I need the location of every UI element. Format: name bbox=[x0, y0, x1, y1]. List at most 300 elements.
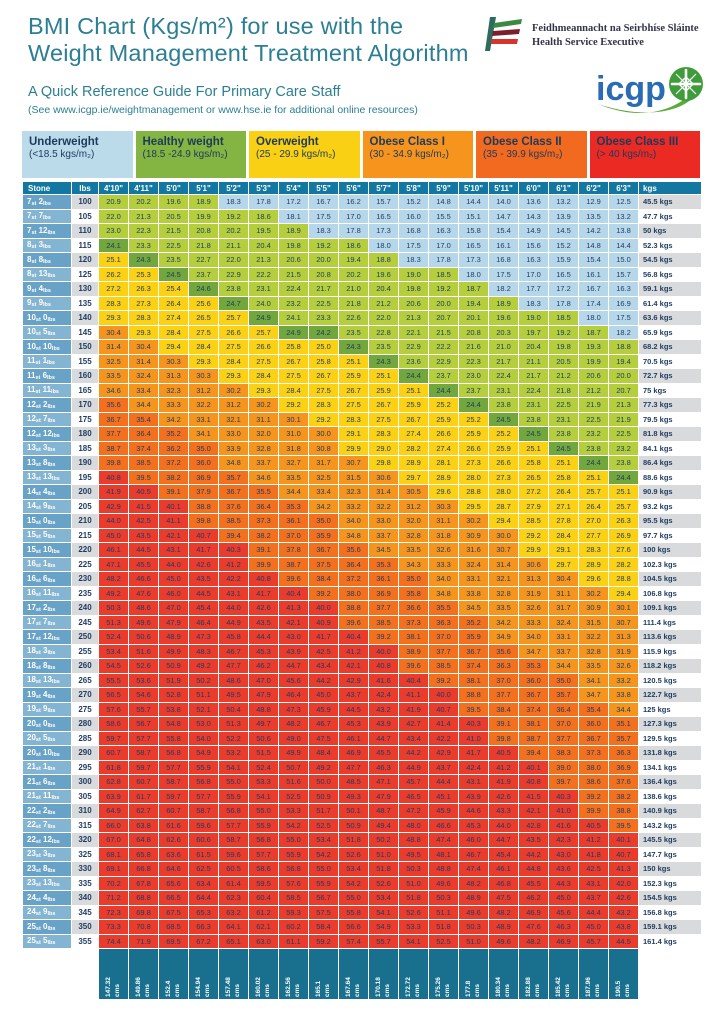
stone-unit: st bbox=[35, 360, 41, 367]
bmi-cell: 32.4 bbox=[549, 616, 578, 630]
height-cms-unit: cms bbox=[113, 983, 121, 997]
lbs-value: 130 bbox=[72, 282, 98, 296]
bmi-cell: 55.8 bbox=[159, 732, 188, 746]
bmi-cell: 25.1 bbox=[399, 384, 428, 398]
stone-value: 9 bbox=[27, 298, 32, 308]
bmi-cell: 25.9 bbox=[459, 427, 488, 441]
bmi-cell: 40.7 bbox=[609, 848, 638, 862]
bmi-cell: 38.5 bbox=[369, 616, 398, 630]
height-cms-value: 190.5 bbox=[614, 980, 622, 997]
bmi-cell: 45.0 bbox=[549, 891, 578, 905]
bmi-cell: 26.4 bbox=[159, 297, 188, 311]
stone-label bbox=[23, 732, 71, 746]
bmi-cell: 41.3 bbox=[609, 862, 638, 876]
stone-value: 16 bbox=[27, 588, 36, 598]
bmi-cell: 65.6 bbox=[159, 877, 188, 891]
bmi-cell: 47.5 bbox=[489, 891, 518, 905]
bmi-cell: 57.7 bbox=[219, 819, 248, 833]
bmi-cell: 31.4 bbox=[99, 340, 128, 354]
lbs-value: 140 bbox=[72, 311, 98, 325]
height-cms-unit: cms bbox=[503, 983, 511, 997]
bmi-cell: 20.1 bbox=[459, 311, 488, 325]
bmi-cell: 47.9 bbox=[369, 790, 398, 804]
stone-lbs-unit: lbs bbox=[43, 258, 51, 265]
bmi-cell: 40.4 bbox=[399, 674, 428, 688]
stone-label bbox=[23, 906, 71, 920]
bmi-cell: 23.1 bbox=[519, 398, 548, 412]
bmi-cell: 34.6 bbox=[99, 384, 128, 398]
weight-row bbox=[23, 384, 701, 398]
stone-lbs-unit: lbs bbox=[47, 418, 56, 425]
bmi-cell: 44.4 bbox=[579, 906, 608, 920]
height-cms-label bbox=[495, 951, 513, 997]
stone-lbs-unit: lbs bbox=[43, 215, 51, 222]
bmi-cell: 52.5 bbox=[279, 790, 308, 804]
stone-lbs-unit: lbs bbox=[51, 679, 60, 686]
bmi-cell: 20.3 bbox=[489, 326, 518, 340]
bmi-cell: 21.5 bbox=[159, 224, 188, 238]
bmi-cell: 21.1 bbox=[219, 239, 248, 253]
bmi-cell: 53.2 bbox=[219, 746, 248, 760]
lbs-value: 315 bbox=[72, 819, 98, 833]
column-header-height: 5'7" bbox=[369, 182, 398, 194]
bmi-cell: 40.1 bbox=[159, 500, 188, 514]
bmi-cell: 64.1 bbox=[219, 920, 248, 934]
bmi-cell: 21.0 bbox=[489, 340, 518, 354]
bmi-cell: 61.4 bbox=[219, 877, 248, 891]
kgs-value: 79.5 kgs bbox=[639, 413, 701, 427]
stone-unit: st bbox=[35, 621, 41, 628]
stone-lbs-value: 13 bbox=[40, 472, 52, 482]
weight-row bbox=[23, 877, 701, 891]
bmi-cell: 42.6 bbox=[249, 601, 278, 615]
bmi-cell: 40.3 bbox=[459, 717, 488, 731]
bmi-cell: 28.3 bbox=[309, 398, 338, 412]
bmi-cell: 46.2 bbox=[249, 659, 278, 673]
bmi-cell: 36.3 bbox=[489, 659, 518, 673]
height-cms-cell bbox=[339, 949, 368, 999]
stone-label bbox=[23, 616, 71, 630]
lbs-value: 320 bbox=[72, 833, 98, 847]
bmi-cell: 42.5 bbox=[309, 645, 338, 659]
stone-value: 18 bbox=[27, 660, 36, 670]
bmi-cell: 48.3 bbox=[189, 645, 218, 659]
page-title bbox=[28, 13, 469, 67]
bmi-cell: 30.1 bbox=[609, 601, 638, 615]
stone-lbs-value: 9 bbox=[40, 907, 48, 917]
stone-unit: st bbox=[35, 316, 41, 323]
bmi-cell: 45.0 bbox=[159, 572, 188, 586]
legend-label: Underweight bbox=[29, 136, 99, 148]
bmi-cell: 40.3 bbox=[549, 790, 578, 804]
bmi-cell: 47.1 bbox=[99, 558, 128, 572]
height-cms-cell bbox=[369, 949, 398, 999]
bmi-cell: 18.3 bbox=[399, 253, 428, 267]
bmi-cell: 59.6 bbox=[189, 819, 218, 833]
bmi-cell: 24.0 bbox=[249, 297, 278, 311]
stone-lbs-unit: lbs bbox=[47, 824, 56, 831]
stone-lbs-unit: lbs bbox=[47, 925, 56, 932]
bmi-cell: 35.2 bbox=[459, 616, 488, 630]
bmi-cell: 48.2 bbox=[99, 572, 128, 586]
height-cms-unit: cms bbox=[353, 983, 361, 997]
bmi-cell: 17.8 bbox=[429, 253, 458, 267]
bmi-cell: 13.8 bbox=[609, 224, 638, 238]
bmi-cell: 27.5 bbox=[279, 369, 308, 383]
stone-lbs-value: 4 bbox=[40, 486, 48, 496]
bmi-cell: 32.2 bbox=[189, 398, 218, 412]
bmi-cell: 25.1 bbox=[99, 253, 128, 267]
bmi-cell: 42.6 bbox=[489, 790, 518, 804]
bmi-cell: 54.2 bbox=[279, 819, 308, 833]
bmi-cell: 43.4 bbox=[309, 659, 338, 673]
weight-row bbox=[23, 862, 701, 876]
bmi-cell: 47.3 bbox=[189, 630, 218, 644]
bmi-cell: 63.6 bbox=[159, 848, 188, 862]
bmi-cell: 17.2 bbox=[279, 195, 308, 209]
icgp-logo-text: icgp bbox=[596, 70, 666, 108]
bmi-cell: 27.5 bbox=[249, 355, 278, 369]
bmi-cell: 29.6 bbox=[429, 485, 458, 499]
height-cms-value: 157.48 bbox=[224, 977, 232, 997]
height-cms-cell bbox=[159, 949, 188, 999]
bmi-cell: 15.2 bbox=[399, 195, 428, 209]
weight-row bbox=[23, 413, 701, 427]
stone-unit: st bbox=[35, 432, 41, 439]
bmi-cell: 22.5 bbox=[549, 398, 578, 412]
stone-lbs-value: 12 bbox=[40, 631, 52, 641]
bmi-cell: 28.3 bbox=[99, 297, 128, 311]
stone-label bbox=[23, 297, 71, 311]
bmi-cell: 37.6 bbox=[609, 775, 638, 789]
bmi-cell: 40.8 bbox=[99, 471, 128, 485]
bmi-cell: 16.7 bbox=[309, 195, 338, 209]
bmi-cell: 13.6 bbox=[519, 195, 548, 209]
bmi-cell: 28.4 bbox=[549, 529, 578, 543]
bmi-cell: 34.8 bbox=[429, 587, 458, 601]
kgs-value: 115.9 kgs bbox=[639, 645, 701, 659]
stone-label bbox=[23, 529, 71, 543]
stone-label bbox=[23, 587, 71, 601]
bmi-cell: 40.0 bbox=[309, 601, 338, 615]
stone-lbs-unit: lbs bbox=[47, 331, 56, 338]
bmi-cell: 34.6 bbox=[249, 471, 278, 485]
bmi-cell: 24.6 bbox=[189, 282, 218, 296]
bmi-cell: 18.6 bbox=[249, 210, 278, 224]
bmi-cell: 19.8 bbox=[549, 340, 578, 354]
stone-unit: st bbox=[35, 389, 41, 396]
bmi-cell: 46.2 bbox=[519, 891, 548, 905]
lbs-value: 245 bbox=[72, 616, 98, 630]
bmi-cell: 46.4 bbox=[189, 616, 218, 630]
stone-unit: st bbox=[35, 838, 41, 845]
bmi-cell: 52.2 bbox=[219, 732, 248, 746]
bmi-cell: 34.1 bbox=[189, 427, 218, 441]
bmi-cell: 28.3 bbox=[129, 311, 158, 325]
stone-unit: st bbox=[35, 519, 41, 526]
bmi-cell: 35.9 bbox=[459, 630, 488, 644]
bmi-cell: 51.5 bbox=[249, 746, 278, 760]
bmi-cell: 51.9 bbox=[159, 674, 188, 688]
bmi-cell: 41.6 bbox=[369, 674, 398, 688]
bmi-cell: 54.1 bbox=[249, 790, 278, 804]
legend-label: Obese Class I bbox=[369, 136, 445, 148]
kgs-value: 118.2 kgs bbox=[639, 659, 701, 673]
bmi-cell: 31.3 bbox=[609, 630, 638, 644]
bmi-cell: 54.1 bbox=[369, 906, 398, 920]
bmi-cell: 37.3 bbox=[249, 514, 278, 528]
stone-lbs-value: 2 bbox=[36, 196, 44, 206]
bmi-cell: 37.4 bbox=[129, 442, 158, 456]
stone-value: 12 bbox=[27, 414, 36, 424]
bmi-cell: 38.0 bbox=[579, 761, 608, 775]
stone-lbs-value: 11 bbox=[40, 791, 52, 801]
bmi-cell: 48.4 bbox=[309, 746, 338, 760]
lbs-value: 255 bbox=[72, 645, 98, 659]
bmi-cell: 37.3 bbox=[579, 746, 608, 760]
stone-value: 13 bbox=[27, 443, 36, 453]
bmi-cell: 61.2 bbox=[249, 906, 278, 920]
bmi-cell: 13.9 bbox=[549, 210, 578, 224]
cms-footer-row bbox=[23, 949, 701, 999]
height-cms-unit: cms bbox=[443, 983, 451, 997]
stone-label bbox=[23, 485, 71, 499]
bmi-cell: 20.8 bbox=[189, 224, 218, 238]
bmi-cell: 39.7 bbox=[549, 775, 578, 789]
bmi-cell: 30.5 bbox=[399, 485, 428, 499]
stone-lbs-value: 8 bbox=[40, 863, 48, 873]
stone-lbs-value: 8 bbox=[40, 660, 48, 670]
stone-label bbox=[23, 862, 71, 876]
bmi-cell: 51.3 bbox=[219, 717, 248, 731]
bmi-cell: 56.8 bbox=[159, 746, 188, 760]
bmi-cell: 38.2 bbox=[249, 529, 278, 543]
bmi-cell: 48.9 bbox=[159, 630, 188, 644]
bmi-cell: 20.9 bbox=[99, 195, 128, 209]
weight-row bbox=[23, 804, 701, 818]
bmi-cell: 46.4 bbox=[279, 688, 308, 702]
bmi-cell: 25.9 bbox=[399, 398, 428, 412]
stone-unit: st bbox=[35, 766, 41, 773]
bmi-cell: 48.8 bbox=[249, 703, 278, 717]
legend-range: (35 - 39.9 kgs/m₂) bbox=[483, 149, 563, 160]
bmi-cell: 54.9 bbox=[369, 920, 398, 934]
stone-lbs-value: 3 bbox=[40, 443, 48, 453]
column-header-height: 5'10" bbox=[459, 182, 488, 194]
bmi-cell: 29.2 bbox=[309, 413, 338, 427]
weight-row bbox=[23, 529, 701, 543]
bmi-cell: 20.2 bbox=[339, 268, 368, 282]
bmi-cell: 24.3 bbox=[339, 340, 368, 354]
page-subtitle: A Quick Reference Guide For Primary Care Staff bbox=[28, 84, 341, 100]
bmi-cell: 26.7 bbox=[369, 398, 398, 412]
bmi-cell: 20.6 bbox=[399, 297, 428, 311]
bmi-cell: 48.2 bbox=[489, 906, 518, 920]
bmi-cell: 28.4 bbox=[249, 369, 278, 383]
bmi-cell: 51.0 bbox=[459, 935, 488, 949]
bmi-cell: 58.4 bbox=[309, 920, 338, 934]
bmi-cell: 47.1 bbox=[369, 775, 398, 789]
bmi-cell: 22.7 bbox=[189, 253, 218, 267]
column-header-height: 5'6" bbox=[339, 182, 368, 194]
bmi-cell: 34.5 bbox=[369, 543, 398, 557]
stone-lbs-value: 6 bbox=[40, 776, 48, 786]
bmi-cell: 21.2 bbox=[549, 369, 578, 383]
bmi-cell: 46.9 bbox=[519, 906, 548, 920]
bmi-cell: 31.3 bbox=[159, 369, 188, 383]
bmi-cell: 64.8 bbox=[129, 833, 158, 847]
kgs-value: 90.9 kgs bbox=[639, 485, 701, 499]
bmi-cell: 39.1 bbox=[489, 717, 518, 731]
kgs-value: 156.8 kgs bbox=[639, 906, 701, 920]
bmi-cell: 21.6 bbox=[459, 340, 488, 354]
stone-value: 21 bbox=[27, 762, 36, 772]
bmi-cell: 12.9 bbox=[579, 195, 608, 209]
bmi-cell: 22.8 bbox=[369, 326, 398, 340]
bmi-cell: 43.9 bbox=[369, 717, 398, 731]
bmi-cell: 18.3 bbox=[219, 195, 248, 209]
bmi-cell: 17.2 bbox=[549, 282, 578, 296]
kgs-value: 77.3 kgs bbox=[639, 398, 701, 412]
kgs-value: 138.6 kgs bbox=[639, 790, 701, 804]
bmi-cell: 54.9 bbox=[189, 746, 218, 760]
bmi-cell: 47.9 bbox=[249, 688, 278, 702]
bmi-cell: 50.1 bbox=[339, 804, 368, 818]
height-cms-unit: cms bbox=[263, 983, 271, 997]
bmi-cell: 25.1 bbox=[369, 369, 398, 383]
bmi-cell: 36.7 bbox=[309, 543, 338, 557]
bmi-cell: 22.4 bbox=[489, 369, 518, 383]
stone-value: 7 bbox=[27, 225, 32, 235]
bmi-cell: 34.7 bbox=[579, 688, 608, 702]
bmi-cell: 27.5 bbox=[339, 398, 368, 412]
bmi-cell: 57.7 bbox=[159, 761, 188, 775]
bmi-cell: 58.7 bbox=[219, 833, 248, 847]
stone-label bbox=[23, 703, 71, 717]
bmi-cell: 19.5 bbox=[249, 224, 278, 238]
bmi-cell: 41.0 bbox=[459, 732, 488, 746]
stone-unit: st bbox=[31, 287, 37, 294]
bmi-cell: 68.1 bbox=[99, 848, 128, 862]
bmi-cell: 49.2 bbox=[99, 587, 128, 601]
kgs-value: 56.8 kgs bbox=[639, 268, 701, 282]
bmi-cell: 51.8 bbox=[369, 862, 398, 876]
bmi-cell: 20.2 bbox=[129, 195, 158, 209]
height-cms-value: 177.8 bbox=[464, 980, 472, 997]
bmi-cell: 35.6 bbox=[99, 398, 128, 412]
bmi-cell: 36.4 bbox=[339, 558, 368, 572]
kgs-value: 47.7 kgs bbox=[639, 210, 701, 224]
kgs-value: 145.5 kgs bbox=[639, 833, 701, 847]
bmi-cell: 21.8 bbox=[549, 384, 578, 398]
bmi-cell: 51.8 bbox=[429, 920, 458, 934]
bmi-cell: 56.8 bbox=[249, 833, 278, 847]
bmi-cell: 26.3 bbox=[609, 514, 638, 528]
bmi-cell: 26.7 bbox=[309, 369, 338, 383]
bmi-cell: 71.9 bbox=[129, 935, 158, 949]
bmi-cell: 18.5 bbox=[549, 311, 578, 325]
bmi-cell: 23.8 bbox=[219, 282, 248, 296]
bmi-cell: 23.5 bbox=[369, 340, 398, 354]
stone-lbs-value: 5 bbox=[40, 733, 48, 743]
bmi-cell: 21.0 bbox=[339, 282, 368, 296]
bmi-cell: 14.9 bbox=[519, 224, 548, 238]
bmi-cell: 31.6 bbox=[459, 543, 488, 557]
stone-unit: st bbox=[35, 751, 41, 758]
stone-lbs-unit: lbs bbox=[47, 534, 56, 541]
bmi-cell: 44.6 bbox=[459, 804, 488, 818]
bmi-cell: 23.8 bbox=[519, 413, 548, 427]
stone-value: 7 bbox=[27, 211, 32, 221]
weight-row bbox=[23, 659, 701, 673]
bmi-cell: 20.0 bbox=[609, 369, 638, 383]
bmi-cell: 24.4 bbox=[459, 398, 488, 412]
kgs-value: 93.2 kgs bbox=[639, 500, 701, 514]
bmi-cell: 28.2 bbox=[609, 558, 638, 572]
stone-unit: st bbox=[35, 925, 41, 932]
stone-value: 18 bbox=[27, 675, 36, 685]
bmi-cell: 65.3 bbox=[189, 906, 218, 920]
bmi-cell: 38.3 bbox=[549, 746, 578, 760]
bmi-cell: 20.2 bbox=[219, 224, 248, 238]
lbs-value: 310 bbox=[72, 804, 98, 818]
bmi-cell: 51.0 bbox=[369, 848, 398, 862]
bmi-cell: 59.7 bbox=[99, 732, 128, 746]
bmi-cell: 19.8 bbox=[279, 239, 308, 253]
bmi-cell: 29.4 bbox=[159, 340, 188, 354]
kgs-value: 88.6 kgs bbox=[639, 471, 701, 485]
height-cms-unit: cms bbox=[323, 983, 331, 997]
bmi-cell: 38.5 bbox=[129, 456, 158, 470]
bmi-cell: 41.6 bbox=[549, 819, 578, 833]
bmi-cell: 50.3 bbox=[399, 862, 428, 876]
weight-row bbox=[23, 195, 701, 209]
bmi-cell: 35.0 bbox=[549, 674, 578, 688]
bmi-cell: 38.1 bbox=[519, 717, 548, 731]
bmi-cell: 53.8 bbox=[159, 703, 188, 717]
bmi-cell: 13.5 bbox=[579, 210, 608, 224]
bmi-cell: 26.7 bbox=[339, 384, 368, 398]
stone-value: 17 bbox=[27, 602, 36, 612]
bmi-cell: 18.9 bbox=[489, 297, 518, 311]
stone-unit: st bbox=[35, 490, 41, 497]
bmi-cell: 23.7 bbox=[459, 384, 488, 398]
bmi-cell: 52.8 bbox=[159, 688, 188, 702]
stone-label bbox=[23, 282, 71, 296]
bmi-cell: 37.0 bbox=[429, 630, 458, 644]
lbs-value: 280 bbox=[72, 717, 98, 731]
bmi-cell: 23.8 bbox=[549, 427, 578, 441]
bmi-cell: 24.4 bbox=[399, 369, 428, 383]
bmi-cell: 41.7 bbox=[309, 630, 338, 644]
lbs-value: 170 bbox=[72, 398, 98, 412]
bmi-cell: 33.7 bbox=[249, 456, 278, 470]
hse-logo-text bbox=[532, 15, 699, 49]
bmi-cell: 34.9 bbox=[489, 630, 518, 644]
bmi-cell: 41.5 bbox=[519, 790, 548, 804]
bmi-cell: 15.6 bbox=[519, 239, 548, 253]
bmi-cell: 50.3 bbox=[459, 920, 488, 934]
bmi-cell: 41.9 bbox=[489, 775, 518, 789]
bmi-cell: 49.7 bbox=[249, 717, 278, 731]
bmi-cell: 39.9 bbox=[579, 804, 608, 818]
lbs-value: 265 bbox=[72, 674, 98, 688]
bmi-cell: 35.7 bbox=[549, 688, 578, 702]
bmi-cell: 25.1 bbox=[549, 456, 578, 470]
bmi-cell: 36.7 bbox=[459, 645, 488, 659]
stone-value: 9 bbox=[27, 283, 32, 293]
bmi-cell: 44.2 bbox=[309, 674, 338, 688]
